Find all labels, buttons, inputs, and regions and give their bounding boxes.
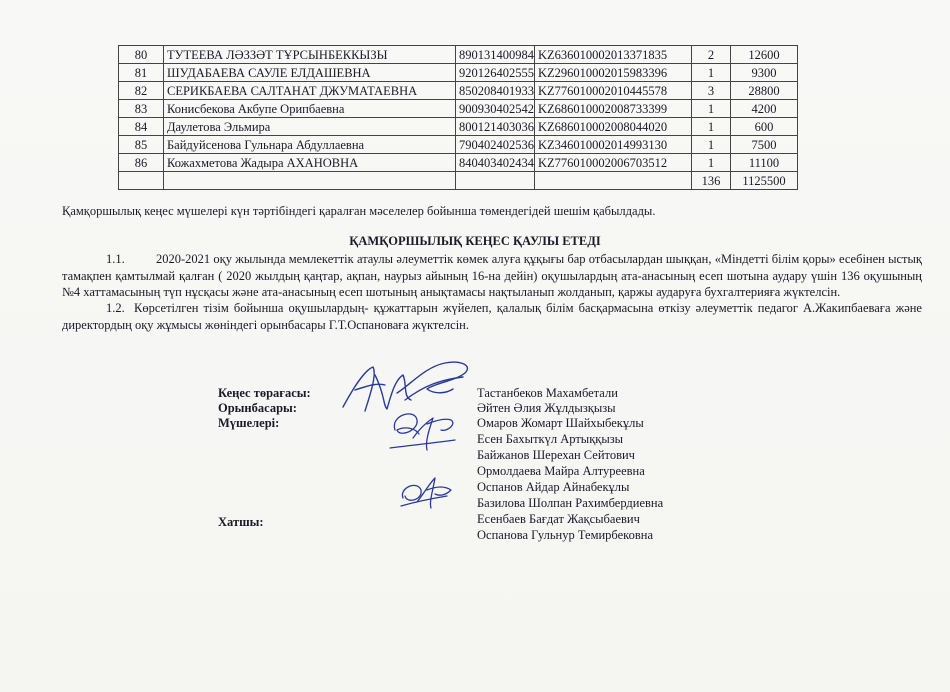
resolution-item-2 [62,300,922,333]
item-number: 1.1. [106,252,125,266]
item-text: Көрсетілген тізім бойынша оқушылардың- құжаттарын жүйелеп, қалалық білім басқармасына өткізу әлеуметтік педагог А.Жакипбаеваға және директордың оқу жұмысы жөніндегі орынбасары Г.Т.Оспановаға жүктелсін. [62,301,922,332]
row-number: 81 [119,64,164,82]
recipient-name: Байдуйсенова Гульнара Абдуллаевна [164,136,456,154]
amount-cell: 28800 [731,82,798,100]
account-number: KZ776010002006703512 [535,154,692,172]
row-number: 82 [119,82,164,100]
account-number: KZ636010002013371835 [535,46,692,64]
chair-label: Кеңес төрағасы: [218,386,311,400]
members-label: Мүшелері: [218,416,280,430]
student-count: 1 [692,64,731,82]
recipient-name: Кожахметова Жадыра АХАНОВНА [164,154,456,172]
resolution-item-1 [62,251,922,301]
recipient-name: СЕРИКБАЕВА САЛТАНАТ ДЖУМАТАЕВНА [164,82,456,100]
member-signature [395,470,465,515]
iin-cell: 800121403036 [456,118,535,136]
chair-name: Тастанбеков Махамбетали [477,386,618,400]
iin-cell: 900930402542 [456,100,535,118]
table-row [119,154,798,172]
amount-cell: 7500 [731,136,798,154]
recipient-name: Даулетова Эльмира [164,118,456,136]
deputy-signature [385,400,475,455]
member-name: Омаров Жомарт Шайхыбекұлы [477,416,644,430]
total-count: 136 [692,172,731,190]
amount-cell: 4200 [731,100,798,118]
total-empty [164,172,456,190]
member-name: Ормолдаева Майра Алтуреевна [477,464,645,478]
student-count: 1 [692,136,731,154]
account-number: KZ346010002014993130 [535,136,692,154]
amount-cell: 600 [731,118,798,136]
account-number: KZ296010002015983396 [535,64,692,82]
recipient-name: ШУДАБАЕВА САУЛЕ ЕЛДАШЕВНА [164,64,456,82]
account-number: KZ776010002010445578 [535,82,692,100]
row-number: 80 [119,46,164,64]
secretary-label: Хатшы: [218,515,264,529]
iin-cell: 890131400984 [456,46,535,64]
row-number: 86 [119,154,164,172]
account-number: KZ686010002008733399 [535,100,692,118]
table-row [119,136,798,154]
secretary-name: Оспанова Гульнур Темирбековна [477,528,653,542]
member-name: Оспанов Айдар Айнабекұлы [477,480,630,494]
total-empty [456,172,535,190]
member-name: Базилова Шолпан Рахимбердиевна [477,496,664,510]
table-row [119,46,798,64]
student-count: 1 [692,100,731,118]
resolution-heading: ҚАМҚОРШЫЛЫҚ КЕҢЕС ҚАУЛЫ ЕТЕДІ [349,234,601,248]
row-number: 85 [119,136,164,154]
member-name: Байжанов Шерехан Сейтович [477,448,635,462]
iin-cell: 790402402536 [456,136,535,154]
iin-cell: 840403402434 [456,154,535,172]
total-sum: 1125500 [731,172,798,190]
member-name: Есен Бахыткүл Артыққызы [477,432,624,446]
amount-cell: 9300 [731,64,798,82]
row-number: 84 [119,118,164,136]
item-text: 2020-2021 оқу жылында мемлекеттік атаулы әлеуметтік көмек алуға құқығы бар отбасылардан шыққан, «Міндетті білім қоры» есебінен ыстық тамақпен қамтылмай қалған ( 2020 жылдың қаңтар, ақпан, наурыз айының 16-на дейін) оқушылардың ата-анасының есеп шотына аудару үшін 136 оқушының №4 хаттамасының түп нұсқасы және ата-анасының есеп шотының анықтамасы нақтыланып жолданып, қаржы аударуға бухгалтерияға жүктелсін. [62,252,922,299]
total-row [119,172,798,190]
student-count: 1 [692,154,731,172]
total-empty [119,172,164,190]
table-row [119,64,798,82]
table-row [119,118,798,136]
iin-cell: 850208401933 [456,82,535,100]
intro-text: Қамқоршылық кеңес мүшелері күн тәртібіндегі қаралған мәселелер бойынша төмендегідей шешім қабылдады. [62,204,656,218]
recipient-name: ТУТЕЕВА ЛӘЗЗӘТ ТҰРСЫНБЕККЫЗЫ [164,46,456,64]
total-empty [535,172,692,190]
item-number: 1.2. [106,301,125,315]
deputy-label: Орынбасары: [218,401,297,415]
iin-cell: 920126402555 [456,64,535,82]
table-row [119,82,798,100]
student-count: 3 [692,82,731,100]
amount-cell: 12600 [731,46,798,64]
student-count: 2 [692,46,731,64]
deputy-name: Әйтен Әлия Жұлдызқызы [477,401,616,415]
member-name: Есенбаев Бағдат Жақсыбаевич [477,512,640,526]
student-count: 1 [692,118,731,136]
recipient-name: Конисбекова Акбупе Орипбаевна [164,100,456,118]
amount-cell: 11100 [731,154,798,172]
account-number: KZ686010002008044020 [535,118,692,136]
recipients-table [118,45,798,190]
table-row [119,100,798,118]
row-number: 83 [119,100,164,118]
